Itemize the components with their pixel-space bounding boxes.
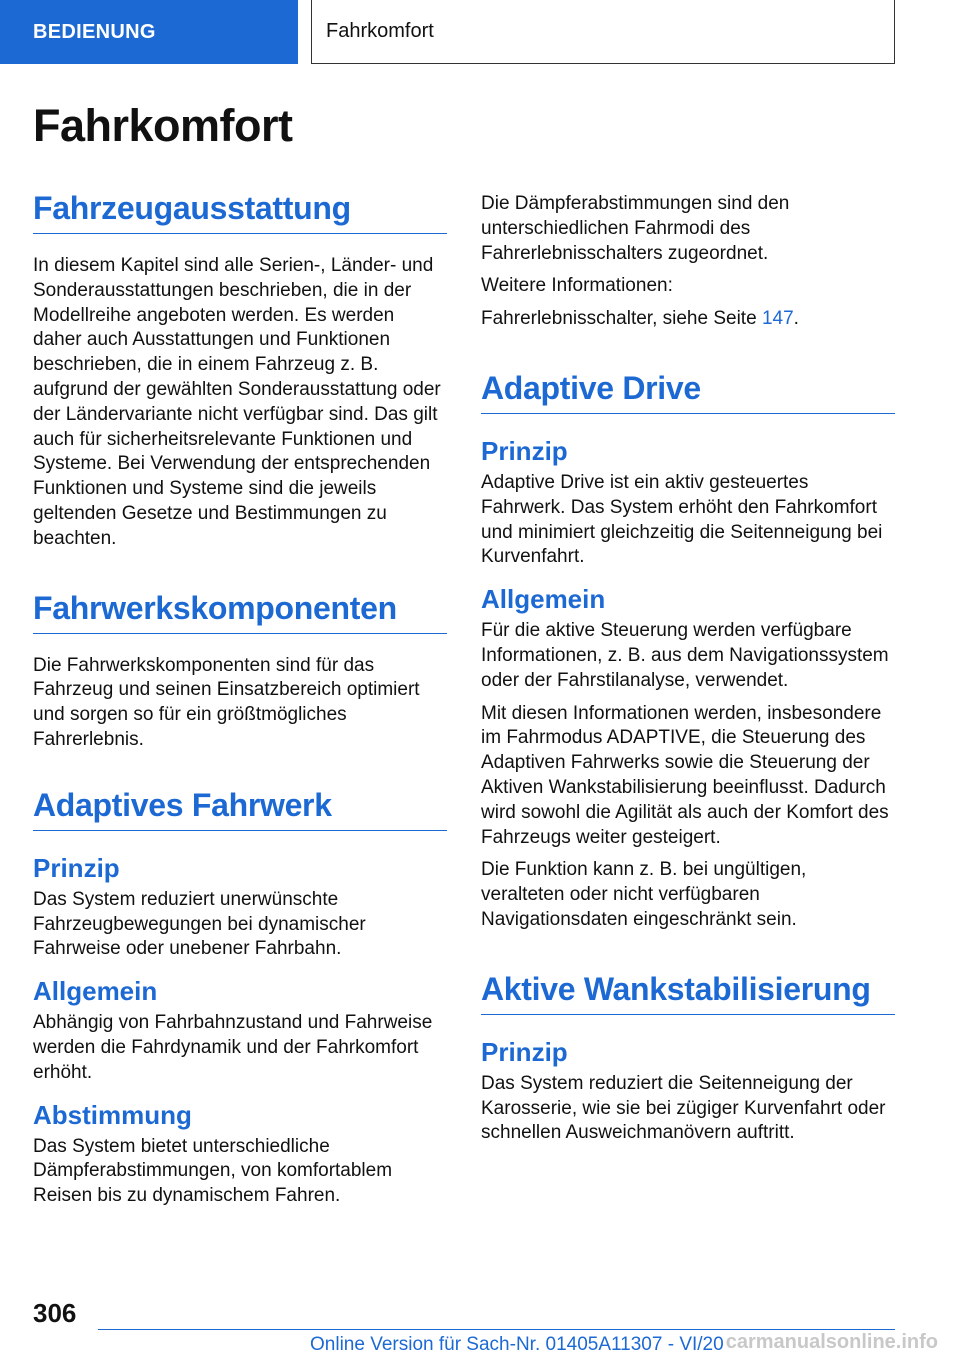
chapter-tab (0, 0, 298, 64)
heading-aktive-wankstabilisierung: Aktive Wankstabilisierung (481, 971, 895, 1015)
heading-adaptive-drive: Adaptive Drive (481, 370, 895, 414)
chapter-tab-label: BEDIENUNG (33, 20, 156, 43)
watermark: carmanualsonline.info (725, 1331, 938, 1353)
text-daempferabstimmungen: Die Dämpferabstimmungen sind den unterschiedlichen Fahrmodi des Fahrerlebnisschalters zugeordnet. (481, 193, 790, 264)
right-column (481, 192, 895, 1146)
page-link-147[interactable]: 147 (761, 308, 794, 330)
text-allgemein-2: Mit diesen Informationen werden, insbesondere im Fahrmodus ADAPTIVE, die Steuerung des Adaptiven Fahrwerks sowie die Steuerung der Aktiven Wankstabilisierung beeinflusst. Dadurch wird sowohl die Agilität als auch der Komfort des Fahrzeugs weiter gesteigert. (481, 702, 889, 848)
online-version-note: Online Version für Sach-Nr. 01405A11307 - VI/20 (310, 1334, 724, 1355)
text-weitere-informationen: Weitere Informationen: (481, 275, 673, 297)
text-prinzip: Das System reduziert die Seitenneigung der Karosserie, wie sie bei zügiger Kurvenfahrt oder schnellen Ausweichmanövern auftritt. (481, 1072, 886, 1144)
heading-allgemein: Allgemein (481, 584, 606, 615)
heading-abstimmung: Abstimmung (33, 1099, 192, 1130)
text-prinzip: Das System reduziert unerwünschte Fahrzeugbewegungen bei dynamischer Fahrweise oder unebener Fahrbahn. (33, 888, 366, 960)
heading-fahrwerkskomponenten: Fahrwerkskomponenten (33, 590, 447, 634)
heading-prinzip: Prinzip (33, 852, 120, 883)
page-title: Fahrkomfort (33, 100, 293, 151)
left-column (33, 190, 447, 1209)
heading-prinzip: Prinzip (481, 1036, 568, 1067)
page-number: 306 (33, 1298, 77, 1328)
heading-allgemein: Allgemein (33, 976, 158, 1007)
text-fahrzeugausstattung: In diesem Kapitel sind alle Serien-, Länder- und Sonderausstattungen beschrieben, die in der Modellreihe angeboten werden. Es werden daher auch Ausstattungen und Funktionen beschrieben, die in einem Fahrzeug z. B. aufgrund der gewählten Sonderausstattung oder der Ländervariante nicht verfügbar sind. Das gilt auch für sicherheitsrelevante Funktionen und Systeme. Bei Verwendung der entsprechenden Funktionen und Systeme sind die jeweils geltenden Gesetze und Bestimmungen zu beachten. (33, 255, 441, 549)
text-abstimmung: Das System bietet unterschiedliche Dämpferabstimmungen, von komfortablem Reisen bis zu dynamischem Fahren. (33, 1135, 393, 1207)
text-allgemein-1: Für die aktive Steuerung werden verfügbare Informationen, z. B. aus dem Navigationssystem oder der Fahrstilanalyse, verwendet. (481, 620, 889, 691)
heading-adaptives-fahrwerk: Adaptives Fahrwerk (33, 787, 447, 831)
heading-fahrzeugausstattung: Fahrzeugausstattung (33, 190, 447, 234)
text-fahrwerkskomponenten: Die Fahrwerkskomponenten sind für das Fahrzeug und seinen Einsatzbereich optimiert und sorgen so für ein größtmögliches Fahrerlebnis. (33, 654, 420, 750)
section-header (311, 0, 895, 64)
heading-prinzip: Prinzip (481, 435, 568, 466)
cross-reference (481, 307, 895, 332)
cross-reference-end: . (793, 308, 799, 330)
cross-reference-text: Fahrerlebnisschalter, siehe Seite (481, 308, 762, 330)
text-prinzip: Adaptive Drive ist ein aktiv gesteuertes Fahrwerk. Das System erhöht den Fahrkomfort und minimiert gleichzeitig die Seitenneigung bei Kurvenfahrt. (481, 471, 883, 568)
section-header-label: Fahrkomfort (326, 20, 434, 42)
footer-divider (98, 1329, 895, 1330)
text-allgemein: Abhängig von Fahrbahnzustand und Fahrweise werden die Fahrdynamik und der Fahrkomfort erhöht. (33, 1012, 433, 1083)
text-allgemein-3: Die Funktion kann z. B. bei ungültigen, veralteten oder nicht verfügbaren Navigationsdaten eingeschränkt sein. (481, 859, 807, 930)
